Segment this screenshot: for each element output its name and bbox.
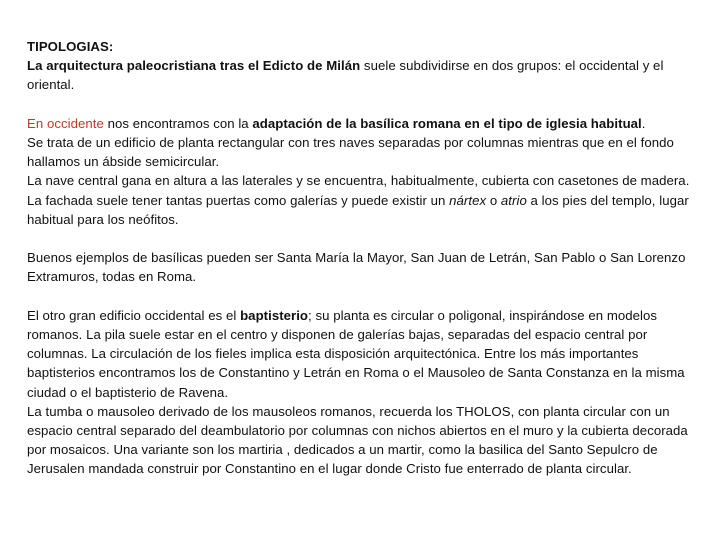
narthex-term: nártex [449,192,487,208]
section-heading: TIPOLOGIAS: [27,39,114,54]
ejemplos-paragraph: Buenos ejemplos de basílicas pueden ser Santa María la Mayor, San Juan de Letrán, San Pablo o San Lorenzo Extramuros, todas en Roma. [27,250,686,285]
slide-text-body [27,37,699,479]
occidente-o-text: o [486,192,501,208]
intro-bold-text: La arquitectura paleocristiana tras el Edicto de Milán [27,58,361,74]
occidente-bold-text: adaptación de la basílica romana en el tipo de iglesia habitual [252,115,642,131]
occidente-nave-text: La nave central gana en altura a las laterales y se encuentra, habitualmente, cubierta con casetones de madera. La fachada suele tener tantas puertas como galerías y puede existir un [27,173,690,208]
occidente-text: nos encontramos con la [103,115,253,131]
occidente-label: En occidente [27,115,104,131]
baptisterio-term: baptisterio [240,307,309,323]
occidente-end-text: a los pies del templo, lugar habitual para los neófitos. [27,192,689,227]
baptisterio-text: ; su planta es circular o poligonal, inspirándose en modelos romanos. La pila suele estar en el centro y disponen de galerías bajas, separadas del espacio central por columnas. La circulación de los fieles implica esta disposición arquitectónica. Entre los más importantes baptisterios encontramos los de Constantino y Letrán en Roma o el Mausoleo de Santa Constanza en la misma ciudad o el baptisterio de Ravena. [27,307,685,400]
intro-text: suele subdividirse en dos grupos: el occidental y el oriental. [27,58,664,93]
tumba-text: La tumba o mausoleo derivado de los mausoleos romanos, recuerda los THOLOS, con planta circular con un espacio central separado del deambulatorio por columnas con nichos abiertos en el muro y la cubierta decorada por mosaicos. Una variante son los martiria , dedicados a un martir, como la basilica del Santo Sepulcro de Jerusalen mandada construir por Constantino en el lugar donde Cristo fue enterrado de planta circular. [27,403,688,477]
occidente-paragraph [27,114,699,229]
spacer [27,95,699,114]
baptisterio-intro-text: El otro gran edificio occidental es el [27,307,241,323]
occidente-planta-text: Se trata de un edificio de planta rectangular con tres naves separadas por columnas mientras que en el fondo hallamos un ábside semicircular. [27,135,674,170]
atrio-term: atrio [500,192,527,208]
occidente-period: . [641,115,646,131]
intro-paragraph [27,37,699,95]
baptisterio-paragraph [27,306,699,479]
